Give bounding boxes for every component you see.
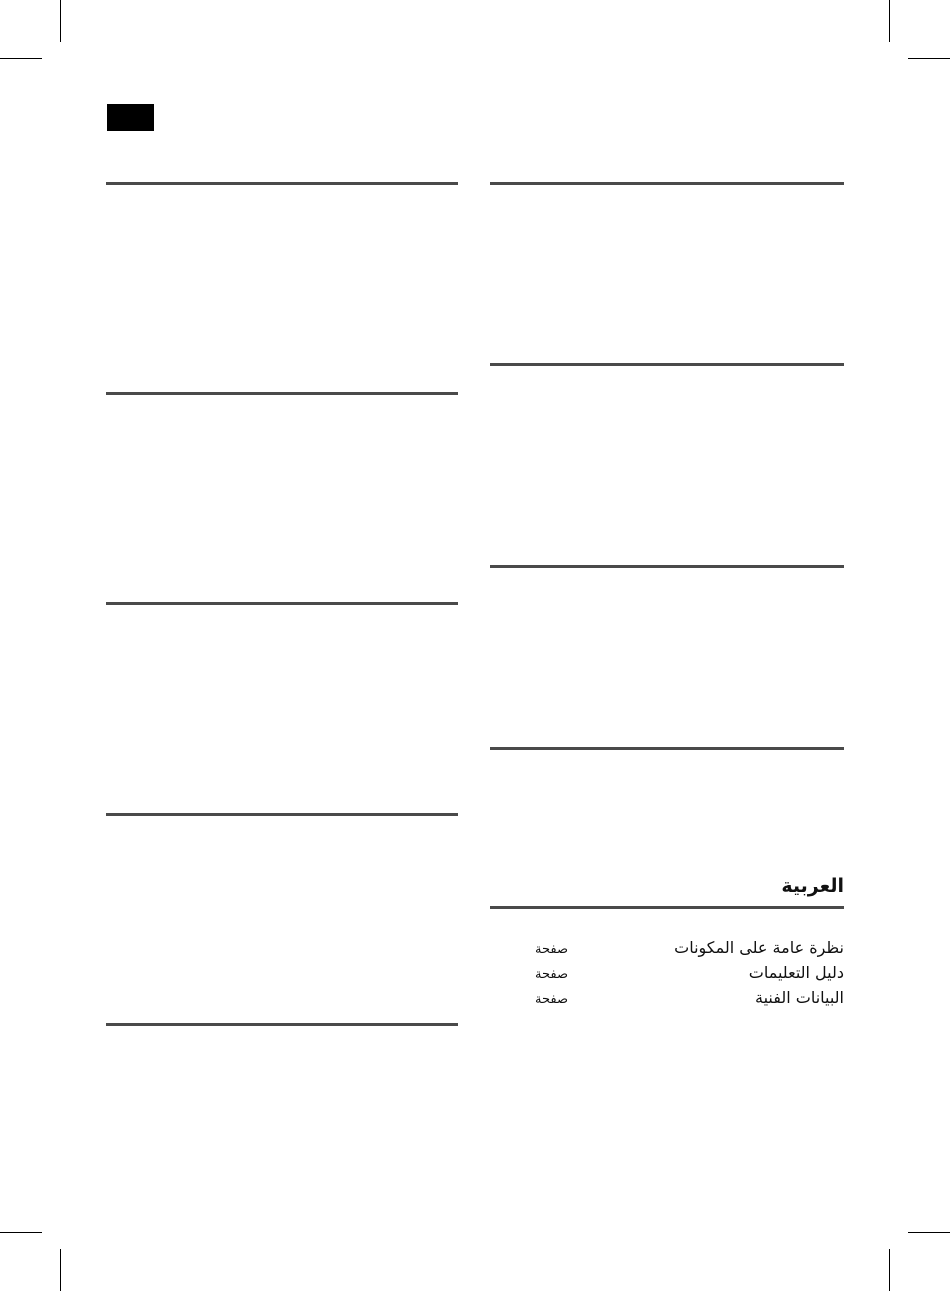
right-column-rule-4 (490, 747, 844, 750)
crop-mark-top-left-vertical (60, 0, 61, 42)
right-column-rule-3 (490, 565, 844, 568)
section-heading-rule (490, 906, 844, 909)
toc-row (490, 936, 844, 961)
toc-title: نظرة عامة على المكونات (674, 938, 844, 957)
crop-mark-bottom-left-vertical (60, 1249, 61, 1291)
table-of-contents (490, 936, 844, 1011)
crop-mark-top-left-horizontal (0, 58, 42, 59)
crop-mark-top-right-horizontal (908, 58, 950, 59)
left-column-rule-5 (106, 1023, 458, 1026)
crop-mark-bottom-right-horizontal (908, 1232, 950, 1233)
crop-mark-top-right-vertical (889, 0, 890, 42)
toc-title: دليل التعليمات (748, 963, 844, 982)
toc-page-label: صفحة (535, 967, 568, 982)
left-column-rule-1 (106, 182, 458, 185)
toc-title: البيانات الفنية (755, 988, 844, 1007)
crop-mark-bottom-left-horizontal (0, 1232, 42, 1233)
toc-row (490, 961, 844, 986)
right-column-rule-1 (490, 182, 844, 185)
crop-mark-bottom-right-vertical (889, 1249, 890, 1291)
left-column-rule-4 (106, 813, 458, 816)
left-column-rule-2 (106, 392, 458, 395)
toc-page-label: صفحة (535, 942, 568, 957)
right-column-rule-2 (490, 363, 844, 366)
toc-row (490, 986, 844, 1011)
language-tab-block (107, 104, 154, 131)
toc-page-label: صفحة (535, 992, 568, 1007)
left-column-rule-3 (106, 602, 458, 605)
section-heading: العربية (781, 875, 844, 897)
